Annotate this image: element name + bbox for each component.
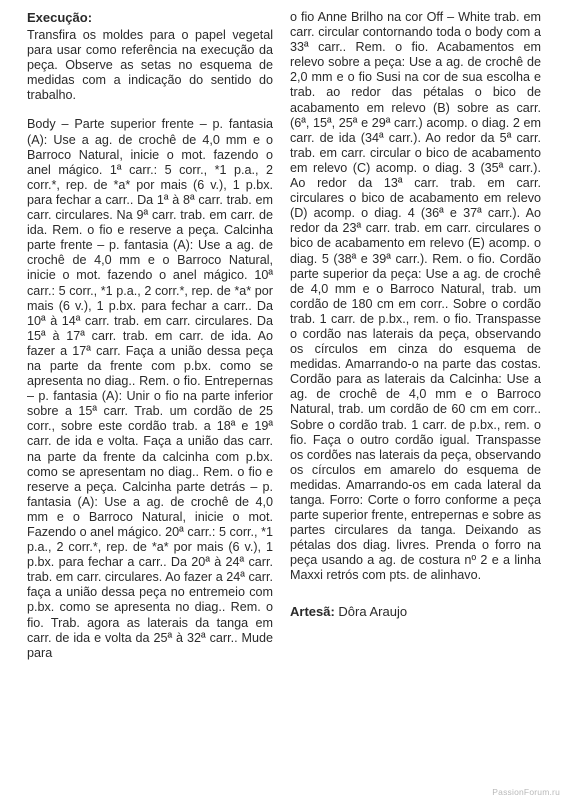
- body-instructions-paragraph: Body – Parte superior frente – p. fantasia (A): Use a ag. de crochê de 4,0 mm e o Barroco Natural, inicie o mot. fazendo o anel mágico. 1ª carr.: 5 corr., *1 p.a., 2 corr.*, rep. de *a* por mais (6 v.), 1 p.bx. para fechar a carr.. Da 1ª à 8ª carr. trab. em carr. circulares. Na 9ª carr. trab. em carr. de ida. Rem. o fio e reserve a peça. Calcinha parte frente – p. fantasia (A): Use a ag. de crochê de 4,0 mm e o Barroco Natural, inicie o mot. fazendo o anel mágico. 10ª carr.: 5 corr., *1 p.a., 2 corr.*, rep. de *a* por mais (6 v.), 1 p.bx. para fechar a carr.. Da 10ª à 14ª carr. trab. em carr. circulares. Da 15ª à 17ª carr. trab. em carr. de ida. Ao fazer a 17ª carr. Faça a união dessa peça na parte da frente com p.bx. como se apresenta no diag.. Rem. o fio. Entrepernas – p. fantasia (A): Unir o fio na parte inferior sobre a 15ª carr. Trab. um cordão de 25 corr., sobre este cordão trab. a 18ª e 19ª carr. de ida e volta. Faça a união das carr. na parte da frente da calcinha com p.bx. como se apresentam no diag.. Rem. o fio e reserve a peça. Calcinha parte detrás – p. fantasia (A): Use a ag. de crochê de 4,0 mm e o Barroco Natural, inicie o mot. Fazendo o anel mágico. 20ª carr.: 5 corr., *1 p.a., 2 corr.*, rep. de *a* por mais (6 v.), 1 p.bx. para fechar a carr.. Da 20ª à 24ª carr. trab. em carr. circulares. Ao fazer a 24ª carr. faça a união dessa peça no entremeio com p.bx. como se apresenta no diag.. Rem. o fio. Trab. agora as laterais da tanga em carr. de ida e volta da 25ª à 32ª carr.. Mude para: [27, 117, 273, 660]
- credit-name: Dôra Araujo: [338, 603, 408, 619]
- section-heading: Execução:: [27, 10, 93, 25]
- finishing-instructions-paragraph: o fio Anne Brilho na cor Off – White trab. em carr. circular contornando toda o body com a 33ª carr.. Rem. o fio. Acabamentos em relevo sobre a peça: Use a ag. de crochê de 2,0 mm e o fio Susi na cor de sua escolha e trab. ao redor das pétalas o bico de acabamento em relevo (B) sobre as carr. (6ª, 15ª, 25ª e 29ª carr.) acomp. o diag. 2 em carr. de ida (34ª carr.). Ao redor da 5ª carr. trab. em carr. circular o bico de acabamento em relevo (C) acomp. o diag. 3 (35ª carr.). Ao redor da 13ª carr. trab. em carr. circulares o bico de acabamento em relevo (D) acomp. o diag. 4 (36ª e 37ª carr.). Ao redor da 23ª carr. trab. em carr. circulares o bico de acabamento em relevo (E) acomp. o diag. 5 (38ª e 39ª carr.). Rem. o fio. Cordão parte superior da peça: Use a ag. de crochê de 4,0 mm e o Barroco Natural, trab. um cordão de 180 cm em corr.. Sobre o cordão trab. 1 carr. de p.bx., rem. o fio. Transpasse o cordão nas laterais da peça, observando os círculos em cinza do esquema de medidas. Amarrando-o na parte das costas. Cordão para as laterais da Calcinha: Use a ag. de crochê de 4,0 mm e o Barroco Natural, trab. um cordão de 60 cm em corr.. Sobre o cordão trab. 1 carr. de p.bx., rem. o fio. Faça o outro cordão igual. Transpasse os cordões nas laterais da peça, observando os círculos em amarelo do esquema de medidas. Amarrando-os em cada lateral da tanga. Forro: Corte o forro conforme a peça parte superior frente, entrepernas e sobre as partes circulares da tanga. Deixando as pétalas dos diag. livres. Prenda o forro na peça usando a ag. de costura nº 2 e a linha Maxxi retrós com pts. de alinhavo.: [290, 10, 541, 583]
- left-column: [27, 10, 273, 661]
- watermark: PassionForum.ru: [492, 787, 560, 797]
- right-column: [290, 10, 541, 619]
- artisan-credit: [290, 604, 541, 619]
- credit-label: Artesã:: [290, 603, 335, 619]
- intro-paragraph: Transfira os moldes para o papel vegetal para usar como referência na execução da peça. Observe as setas no esquema de medidas com a indicação do sentido do trabalho.: [27, 28, 273, 103]
